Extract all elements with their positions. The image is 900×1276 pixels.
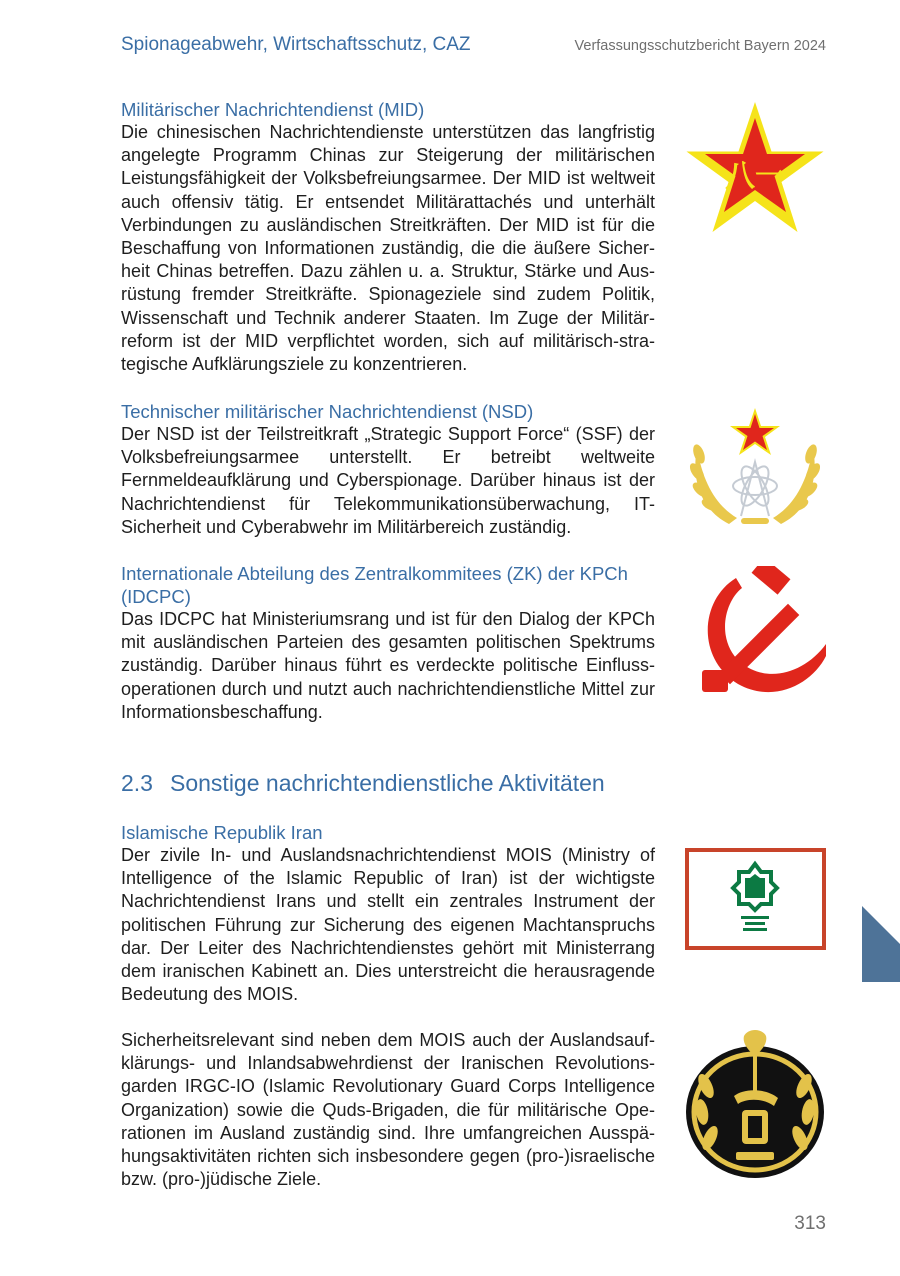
section-idcpc [121, 562, 655, 724]
section-text: Der zivile In- und Auslandsnachrichtendienst MOIS (Ministry of Intelligence of the Islamic Republic of Iran) ist der wichtigste Nachrichtendienst Irans und stellt ein zentrales Instrument der politischen Führung zur Sicherung des eigenen Machtanspruchs dar. Der Leiter des Nachrichtendienstes gehört mit Ministerrang dem iranischen Kabinett an. Dies unterstreicht die herausragende Bedeutung des MOIS. [121, 845, 655, 1005]
section-text: Die chinesischen Nachrichtendienste unterstützen das langfristig angelegte Programm Chinas zur Steigerung der militärischen Leistungsfähigkeit der Volksbefreiungsarmee. Der MID ist weltweit auch offensiv tätig. Er entsendet Militärattachés und unterhält Verbindungen zu ausländischen Streitkräften. Der MID ist für die Beschaffung von Informationen zuständig, die die äußere Sicherheit Chinas betreffen. Dazu zählen u. a. Struktur, Stärke und Ausrüstung fremder Streitkräfte. Spionageziele sind zudem Politik, Wissenschaft und Technik anderer Staaten. Im Zuge der Militärreform ist der MID verpflichtet worden, sich auf militärisch-strategische Aufklärungsziele zu konzentrieren. [121, 122, 655, 375]
irgc-emblem-icon [684, 1026, 826, 1181]
section-heading: Technischer militärischer Nachrichtendienst (NSD) [121, 401, 534, 422]
chapter-number: 2.3 [121, 770, 153, 796]
section-mid [121, 98, 655, 376]
svg-text:八一: 八一 [725, 159, 785, 194]
mois-emblem-icon [685, 848, 826, 950]
section-nsd [121, 400, 655, 539]
section-text: Das IDCPC hat Ministeriumsrang und ist für den Dialog der KPCh mit ausländischen Parteien des gesamten politischen Spektrums zuständig. Darüber hinaus führt es verdeckte politische Einflussoperationen durch und nutzt auch nachrichtendienstliche Mittel zur Informationsbeschaffung. [121, 609, 655, 722]
page-number: 313 [794, 1213, 826, 1234]
section-heading: Militärischer Nachrichtendienst (MID) [121, 99, 425, 120]
hammer-sickle-icon [684, 566, 826, 708]
section-text: Der NSD ist der Teilstreitkraft „Strategic Support Force“ (SSF) der Volksbefreiungsarmee unterstellt. Er betreibt weltweite Fernmeldeaufklärung und Cyberspionage. Darüber hinaus ist der Nachrichtendienst für Telekommunikationsüberwachung, IT-Sicherheit und Cyberabwehr im Militärbereich zuständig. [121, 424, 655, 537]
chapter-tab-marker [862, 906, 900, 982]
chapter-heading [121, 770, 605, 797]
pla-star-emblem-icon [684, 100, 826, 238]
section-text: Sicherheitsrelevant sind neben dem MOIS auch der Auslandsaufklärungs- und Inlandsabwehrdienst der Iranischen Revolutionsgarden IRGC-IO (Islamic Revolutionary Guard Corps Intelligence Organization) sowie die Quds-Brigaden, die für militärische Operationen im Ausland zuständig sind. Ihre umfangreichen Ausspähungsaktivitäten richten sich insbesondere gegen (pro-)israelische bzw. (pro-)jüdische Ziele. [121, 1030, 655, 1190]
running-header-left: Spionageabwehr, Wirtschaftsschutz, CAZ [121, 34, 471, 55]
ssf-emblem-icon [687, 406, 823, 532]
chapter-title: Sonstige nachrichtendienstliche Aktivitäten [170, 770, 605, 796]
section-iran-continued [121, 1029, 655, 1191]
section-heading: Internationale Abteilung des Zentralkommitees (ZK) der KPCh (IDCPC) [121, 563, 628, 607]
running-header-right: Verfassungsschutzbericht Bayern 2024 [574, 38, 826, 54]
section-iran [121, 821, 655, 1006]
section-heading: Islamische Republik Iran [121, 822, 323, 843]
